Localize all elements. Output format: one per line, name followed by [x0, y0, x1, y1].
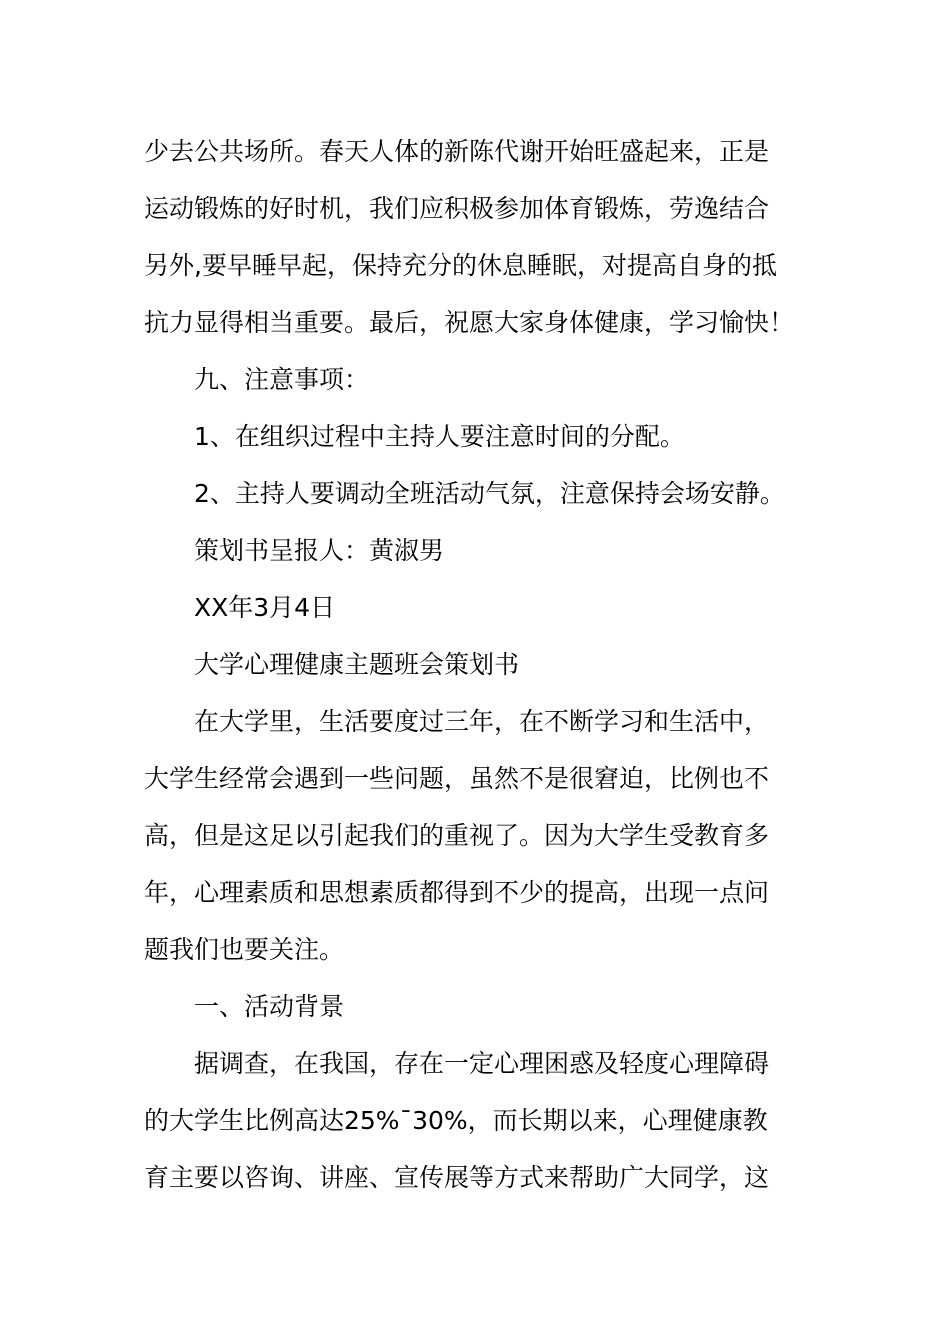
section-heading: 九、注意事项： — [194, 365, 370, 394]
paragraph-line: 少去公共场所。春天人体的新陈代谢开始旺盛起来，正是 — [144, 137, 770, 166]
paragraph-line: 高，但是这足以引起我们的重视了。因为大学生受教育多 — [144, 821, 770, 850]
paragraph-line: 年，心理素质和思想素质都得到不少的提高，出现一点问 — [144, 878, 770, 907]
paragraph-line: 题我们也要关注。 — [144, 935, 345, 964]
paragraph-line: 育主要以咨询、讲座、宣传展等方式来帮助广大同学，这 — [144, 1163, 770, 1192]
date-line: XX年3月4日 — [194, 593, 336, 622]
paragraph-line: 的大学生比例高达25%¯30%，而长期以来，心理健康教 — [144, 1106, 768, 1135]
paragraph-line: 抗力显得相当重要。最后，祝愿大家身体健康，学习愉快！ — [144, 308, 795, 337]
paragraph-line: 在大学里，生活要度过三年，在不断学习和生活中， — [194, 707, 770, 736]
paragraph-line: 大学生经常会遇到一些问题，虽然不是很窘迫，比例也不 — [144, 764, 770, 793]
list-item: 1、在组织过程中主持人要注意时间的分配。 — [194, 422, 685, 451]
paragraph-line: 另外,要早睡早起，保持充分的休息睡眠，对提高自身的抵 — [144, 251, 777, 280]
paragraph-line: 据调查，在我国，存在一定心理困惑及轻度心理障碍 — [194, 1049, 770, 1078]
section-heading: 一、活动背景 — [194, 992, 345, 1021]
reporter-line: 策划书呈报人：黄淑男 — [194, 536, 445, 565]
paragraph-line: 运动锻炼的好时机，我们应积极参加体育锻炼，劳逸结合 — [144, 194, 770, 223]
list-item: 2、主持人要调动全班活动气氛，注意保持会场安静。 — [194, 479, 785, 508]
document-title: 大学心理健康主题班会策划书 — [194, 650, 520, 679]
